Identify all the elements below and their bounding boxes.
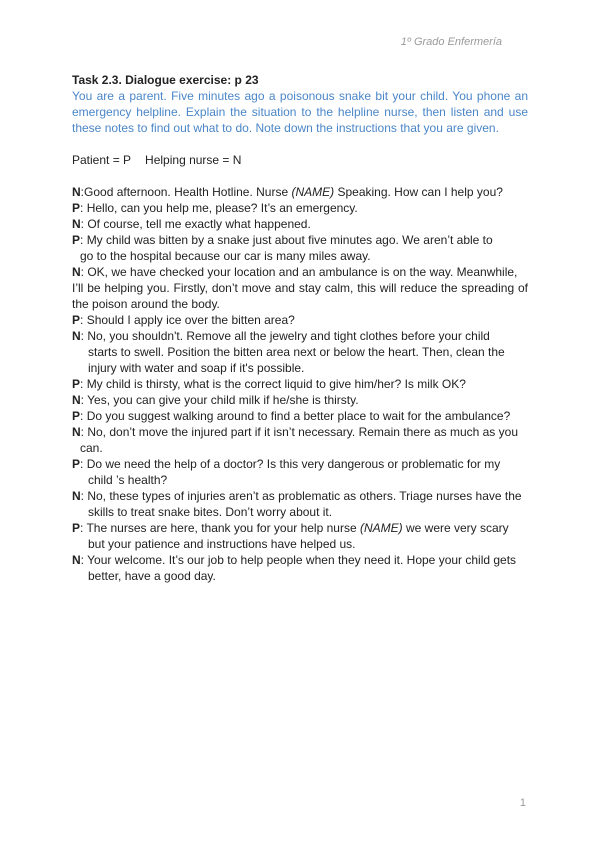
line-text: Do you suggest walking around to find a better place to wait for the ambulance? <box>86 409 511 423</box>
line-text: My child was bitten by a snake just about five minutes ago. We aren’t able to <box>86 233 493 247</box>
speaker-tag: N <box>72 553 81 567</box>
line-continuation: I’ll be helping you. Firstly, don’t move and stay calm, this will reduce the spreading of the poison around the body. <box>72 281 528 311</box>
speaker-separator: : <box>80 217 88 231</box>
line-continuation: starts to swell. Position the bitten area next or below the heart. Then, clean the <box>88 345 505 359</box>
line-continuation: but your patience and instructions have helped us. <box>88 537 356 551</box>
dialogue-line <box>72 408 528 424</box>
task-instructions: You are a parent. Five minutes ago a poisonous snake bit your child. You phone an emergency helpline. Explain the situation to the helpline nurse, then listen and use these notes to find out what to do. Note down the instructions that you are given. <box>72 89 528 135</box>
nurse-name-placeholder: (NAME) <box>291 185 335 199</box>
line-continuation: go to the hospital because our car is many miles away. <box>80 249 371 263</box>
line-continuation: better, have a good day. <box>88 569 216 583</box>
speaker-tag: N <box>72 329 81 343</box>
legend-nurse: Helping nurse = N <box>145 153 242 167</box>
dialogue-line <box>72 328 528 376</box>
page-number: 1 <box>519 797 526 809</box>
dialogue-line <box>72 216 528 232</box>
line-text: No, you shouldn't. Remove all the jewelry and tight clothes before your child <box>87 329 490 343</box>
nurse-name-placeholder: (NAME) <box>359 521 403 535</box>
course-header: 1º Grado Enfermería <box>400 36 502 48</box>
line-text: Your welcome. It’s our job to help people when they need it. Hope your child gets <box>87 553 517 567</box>
speaker-tag: N <box>72 393 81 407</box>
line-text: No, these types of injuries aren’t as problematic as others. Triage nurses have the <box>87 489 522 503</box>
speaker-tag: N <box>72 489 81 503</box>
speaker-separator: : <box>80 233 87 247</box>
line-text: No, don’t move the injured part if it isn’t necessary. Remain there as much as you <box>87 425 518 439</box>
speaker-separator: : <box>80 329 88 343</box>
task-title: Task 2.3. Dialogue exercise: p 23 <box>72 73 259 87</box>
speaker-tag: P <box>72 233 81 247</box>
dialogue-line <box>72 488 528 520</box>
line-text-after: Speaking. How can I help you? <box>334 185 503 199</box>
speaker-separator: : <box>80 393 88 407</box>
line-text: Good afternoon. Health Hotline. Nurse <box>84 185 292 199</box>
speaker-separator: : <box>80 521 87 535</box>
speaker-separator: : <box>80 201 87 215</box>
line-continuation: skills to treat snake bites. Don’t worry about it. <box>88 505 333 519</box>
dialogue-line <box>72 456 528 488</box>
speaker-tag: N <box>72 217 81 231</box>
speaker-separator: : <box>80 457 87 471</box>
dialogue-line <box>72 312 528 328</box>
speaker-tag: P <box>72 457 81 471</box>
speaker-legend <box>72 152 528 168</box>
speaker-separator: : <box>80 265 88 279</box>
line-text: Of course, tell me exactly what happened. <box>87 217 311 231</box>
speaker-separator: : <box>80 185 85 199</box>
dialogue-line <box>72 184 528 200</box>
dialogue-line <box>72 376 528 392</box>
speaker-tag: N <box>72 425 81 439</box>
dialogue-line <box>72 264 528 312</box>
speaker-tag: P <box>72 409 81 423</box>
speaker-tag: N <box>72 265 81 279</box>
speaker-separator: : <box>80 553 88 567</box>
speaker-tag: P <box>72 377 81 391</box>
line-text: Hello, can you help me, please? It’s an emergency. <box>86 201 358 215</box>
legend-patient: Patient = P <box>72 153 132 167</box>
line-text: My child is thirsty, what is the correct liquid to give him/her? Is milk OK? <box>86 377 466 391</box>
line-text: The nurses are here, thank you for your help nurse <box>86 521 360 535</box>
speaker-separator: : <box>80 489 88 503</box>
speaker-tag: P <box>72 521 81 535</box>
document-body <box>72 72 528 584</box>
speaker-separator: : <box>80 377 87 391</box>
dialogue-line <box>72 232 528 264</box>
dialogue-line <box>72 424 528 456</box>
line-text: Do we need the help of a doctor? Is this very dangerous or problematic for my <box>86 457 501 471</box>
line-text: OK, we have checked your location and an ambulance is on the way. Meanwhile, <box>87 265 518 279</box>
dialogue-line <box>72 200 528 216</box>
speaker-separator: : <box>80 313 87 327</box>
dialogue-line <box>72 520 528 552</box>
line-text-after: we were very scary <box>402 521 509 535</box>
speaker-tag: P <box>72 201 81 215</box>
speaker-tag: P <box>72 313 81 327</box>
speaker-tag: N <box>72 185 81 199</box>
line-continuation: child ’s health? <box>88 473 168 487</box>
line-text: Should I apply ice over the bitten area? <box>86 313 295 327</box>
dialogue-line <box>72 392 528 408</box>
dialogue-line <box>72 552 528 584</box>
line-text: Yes, you can give your child milk if he/she is thirsty. <box>87 393 359 407</box>
line-continuation: can. <box>80 441 103 455</box>
line-continuation: injury with water and soap if it's possible. <box>88 361 305 375</box>
speaker-separator: : <box>80 409 87 423</box>
speaker-separator: : <box>80 425 88 439</box>
